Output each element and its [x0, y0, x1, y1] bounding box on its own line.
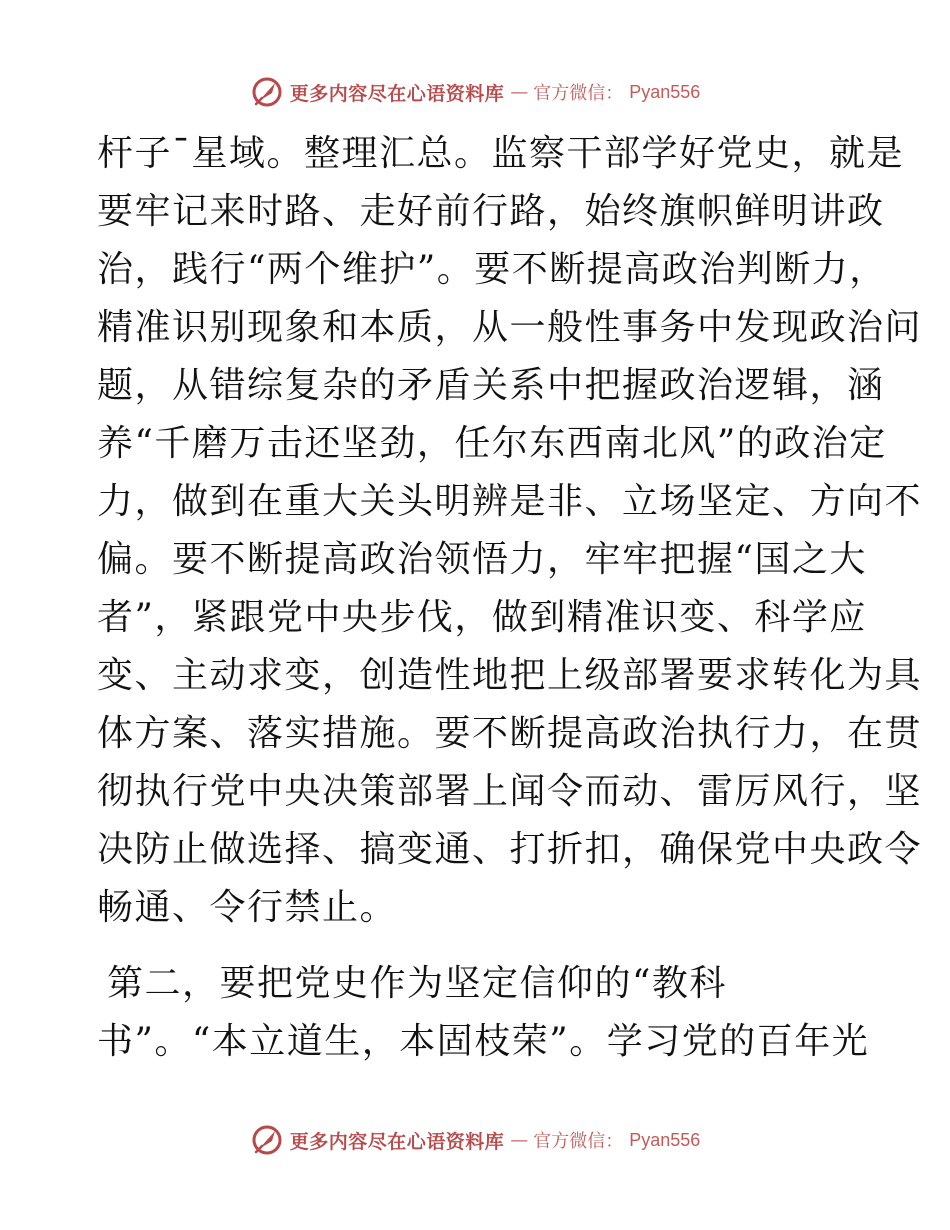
header-watermark — [0, 72, 950, 112]
watermark-contact-id: Pyan556 — [629, 81, 701, 102]
text-line: 畅通、令行禁止。 — [97, 887, 398, 928]
text-line: 精准识别现象和本质，从一般性事务中发现政治问 — [97, 307, 923, 348]
text-line: 杆子¯星域。整理汇总。监察干部学好党史，就是 — [97, 133, 905, 174]
paragraph-1 — [97, 125, 923, 937]
quill-pen-logo-icon — [250, 75, 284, 109]
document-body — [97, 125, 923, 1071]
text-line: 治，践行“两个维护”。要不断提高政治判断力， — [97, 249, 887, 290]
watermark-brand-text: 更多内容尽在心语资料库 — [289, 82, 505, 105]
paragraph-spacer — [97, 937, 857, 955]
watermark-brand-text: 更多内容尽在心语资料库 — [289, 1130, 505, 1153]
text-line: 题，从错综复杂的矛盾关系中把握政治逻辑，涵 — [97, 365, 885, 406]
watermark-contact-label: 官方微信： — [533, 1131, 624, 1152]
text-line: 者”，紧跟党中央步伐，做到精准识变、科学应 — [97, 597, 867, 638]
watermark-contact-id: Pyan556 — [629, 1129, 701, 1150]
text-line: 偏。要不断提高政治领悟力，牢牢把握“国之大 — [97, 539, 867, 580]
text-line: 变、主动求变，创造性地把上级部署要求转化为具 — [97, 655, 923, 696]
text-line: 力，做到在重大关头明辨是非、立场坚定、方向不 — [97, 481, 923, 522]
paragraph-2 — [97, 955, 870, 1071]
text-line: 决防止做选择、搞变通、打折扣，确保党中央政令 — [97, 829, 923, 870]
text-line: 第二，要把党史作为坚定信仰的“教科 — [107, 963, 727, 1004]
text-line: 体方案、落实措施。要不断提高政治执行力，在贯 — [97, 713, 923, 754]
text-line: 养“千磨万击还坚劲，任尔东西南北风”的政治定 — [97, 423, 887, 464]
footer-watermark — [0, 1120, 950, 1160]
quill-pen-logo-icon — [250, 1123, 284, 1157]
watermark-separator: — — [510, 81, 528, 103]
watermark-separator: — — [510, 1129, 528, 1151]
text-line: 要牢记来时路、走好前行路，始终旗帜鲜明讲政 — [97, 191, 885, 232]
text-line: 书”。“本立道生，本固枝荣”。学习党的百年光 — [97, 1021, 870, 1062]
text-line: 彻执行党中央决策部署上闻令而动、雷厉风行，坚 — [97, 771, 923, 812]
watermark-contact-label: 官方微信： — [533, 83, 624, 104]
